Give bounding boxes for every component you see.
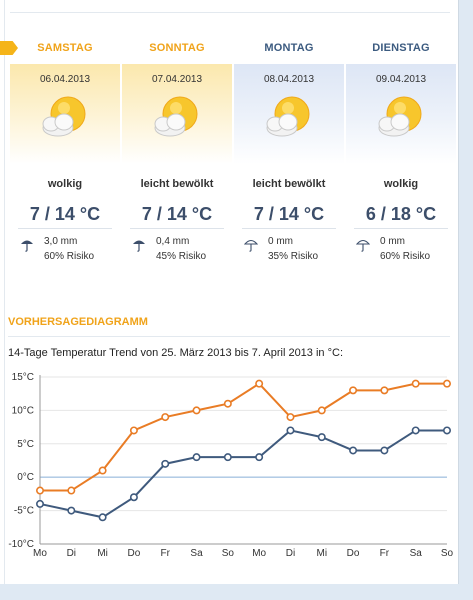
data-point [350,387,356,393]
rain-risk: 60% Risiko [44,251,95,262]
data-point [193,454,199,460]
divider [130,228,224,229]
data-point [256,380,262,386]
data-point [131,494,137,500]
rain-risk: 45% Risiko [156,251,207,262]
data-point [162,461,168,467]
sun-cloud-icon [262,92,318,142]
day-condition: leicht bewölkt [252,178,326,190]
y-tick-label: 15°C [11,372,34,383]
series-line [40,384,447,491]
x-tick-label: Mo [252,548,267,559]
y-tick-label: 10°C [11,405,34,417]
data-point [193,407,199,413]
day-temperature: 7 / 14 °C [253,204,325,224]
data-point [99,467,105,473]
day-card [122,64,232,164]
day-temperature: 6 / 18 °C [365,204,437,224]
data-point [287,427,293,433]
data-point [68,507,74,513]
x-tick-label: Mo [33,548,47,559]
rain-amount: 0,4 mm [156,236,190,247]
divider [8,336,450,337]
data-point [412,427,418,433]
temperature-chart [0,366,458,566]
data-point [319,407,325,413]
day-temperature: 7 / 14 °C [141,204,213,224]
data-point [412,380,418,386]
day-column[interactable] [10,42,120,272]
sun-cloud-icon [374,92,430,142]
chart-caption: 14-Tage Temperatur Trend von 25. März 2013 bis 7. April 2013 in °C: [8,347,343,359]
divider [354,228,448,229]
rain-amount: 0 mm [268,236,293,247]
data-point [444,380,450,386]
rain-amount: 3,0 mm [44,236,78,247]
data-point [350,447,356,453]
x-tick-label: Di [66,548,77,559]
data-point [37,487,43,493]
x-tick-label: Mi [97,548,108,559]
sun-cloud-icon [150,92,206,142]
rain-amount: 0 mm [380,236,405,247]
data-point [381,447,387,453]
x-tick-label: Do [346,548,360,559]
day-date: 09.04.2013 [375,74,427,85]
x-tick-label: Mi [316,548,328,559]
data-point [99,514,105,520]
x-tick-label: Fr [160,548,170,559]
day-name: SAMSTAG [37,42,93,54]
umbrella-dry-icon [356,238,370,252]
data-point [162,414,168,420]
day-column[interactable] [234,42,344,272]
x-tick-label: Di [285,548,296,559]
day-condition: wolkig [383,178,419,190]
day-temperature: 7 / 14 °C [29,204,101,224]
data-point [225,401,231,407]
forecast-days [10,42,458,272]
day-name: MONTAG [264,42,314,54]
day-condition: wolkig [47,178,83,190]
day-card [346,64,456,164]
data-point [225,454,231,460]
x-tick-label: Do [127,548,141,559]
footer-strip [0,584,473,600]
x-tick-label: So [440,548,454,559]
y-tick-label: 5°C [17,438,34,450]
y-tick-label: 0°C [17,472,34,484]
umbrella-dry-icon [244,238,258,252]
section-title: VORHERSAGEDIAGRAMM [8,316,148,328]
umbrella-rain-icon [20,238,34,252]
day-card [234,64,344,164]
data-point [68,487,74,493]
x-tick-label: Sa [190,548,203,559]
day-column[interactable] [346,42,456,272]
data-point [131,427,137,433]
x-tick-label: Sa [409,548,422,559]
day-name: SONNTAG [149,42,205,54]
data-point [287,414,293,420]
rain-risk: 60% Risiko [380,251,431,262]
data-point [319,434,325,440]
day-condition: leicht bewölkt [140,178,214,190]
day-date: 07.04.2013 [151,74,203,85]
data-point [444,427,450,433]
x-tick-label: Fr [379,548,390,559]
day-name: DIENSTAG [372,42,430,54]
day-card [10,64,120,164]
umbrella-rain-icon [132,238,146,252]
y-tick-label: -5°C [13,505,34,517]
x-tick-label: So [221,548,234,559]
day-date: 06.04.2013 [39,74,91,85]
sun-cloud-icon [38,92,94,142]
divider [242,228,336,229]
day-column[interactable] [122,42,232,272]
day-date: 08.04.2013 [263,74,315,85]
rain-risk: 35% Risiko [268,251,319,262]
divider [18,228,112,229]
data-point [37,501,43,507]
data-point [381,387,387,393]
y-tick-label: -10°C [8,539,34,550]
divider [10,12,450,13]
data-point [256,454,262,460]
